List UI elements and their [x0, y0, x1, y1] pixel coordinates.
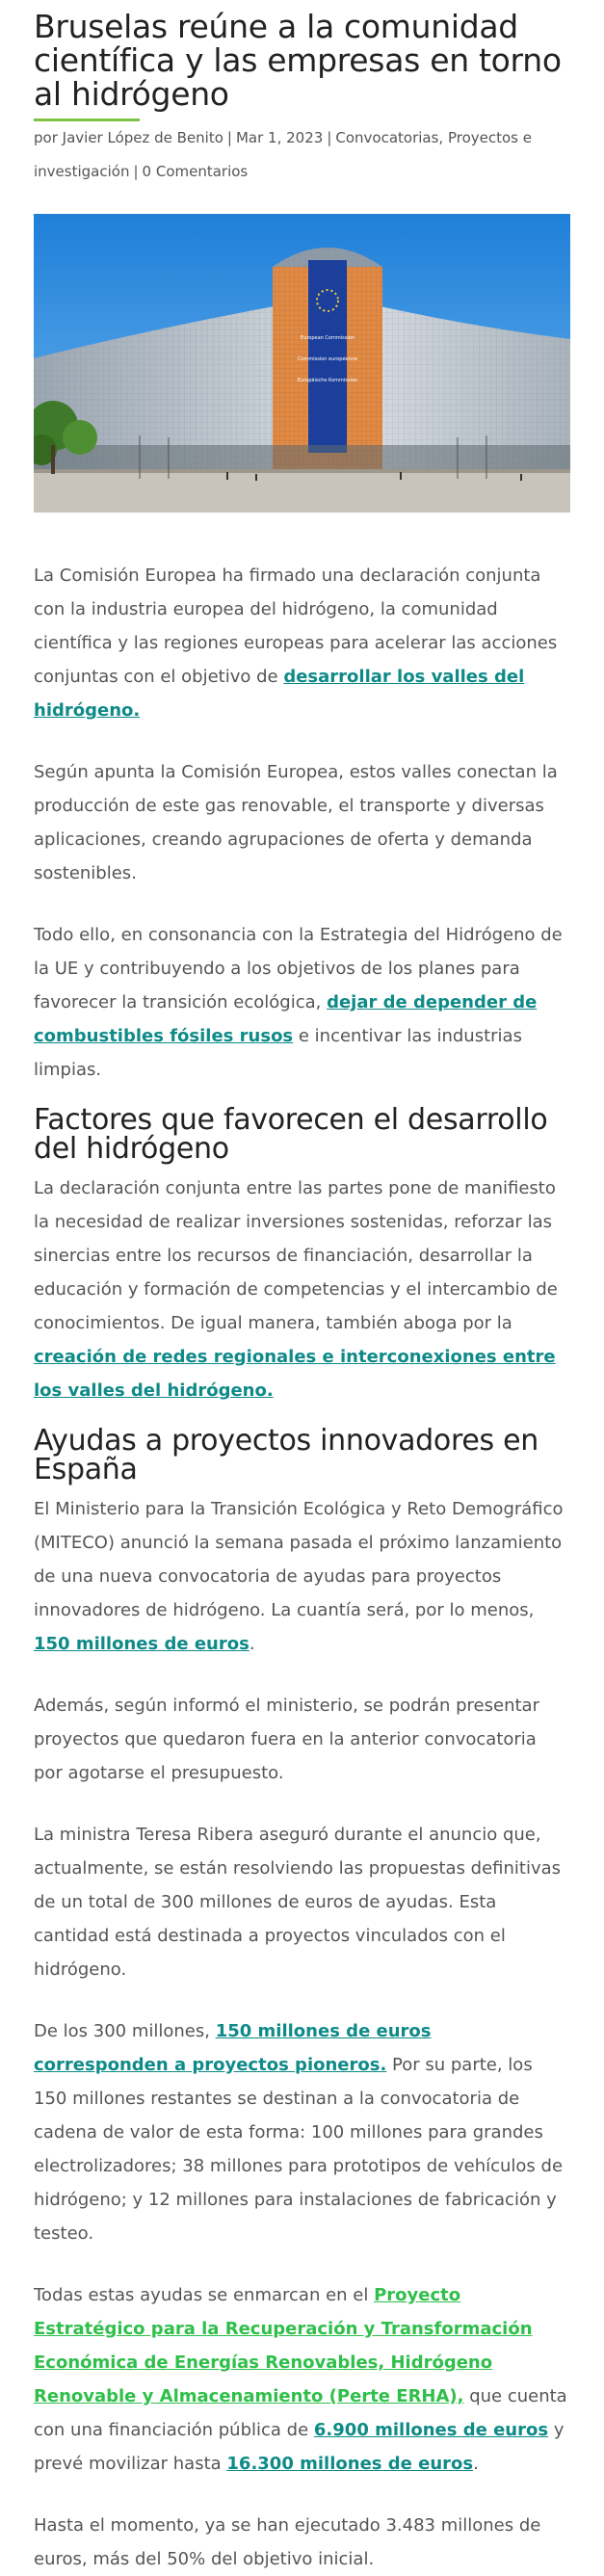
paragraph: La declaración conjunta entre las partes pone de manifiesto la necesidad de realizar inversiones sostenidas, reforzar las sinercias entre los recursos de financiación, desarrollar la educación y formación de competencias y el intercambio de conocimientos. De igual manera, también aboga por la creación de redes regionales e interconexiones entre los valles del hidrógeno. [34, 1178, 558, 1401]
movilizar-link[interactable]: 16.300 millones de euros [226, 2454, 474, 2474]
meta-prefix: por [34, 129, 58, 146]
post-date: Mar 1, 2023 [235, 129, 324, 146]
sign-line-2: Commission européenne [297, 356, 358, 362]
section-heading: Factores que favorecen el desarrollo del hidrógeno [34, 1103, 548, 1166]
section-heading: Ayudas a proyectos innovadores en España [34, 1424, 538, 1486]
post-meta: por Javier López de Benito | Mar 1, 2023 | Convocatorias, Proyectos e investigación | 0 Comentarios [34, 129, 532, 180]
paragraph: El Ministerio para la Transición Ecológica y Reto Demográfico (MITECO) anunció la semana pasada el próximo lanzamiento de una nueva convocatoria de ayudas para proyectos innovadores de hidrógeno. La cuantía será, por lo menos, 150 millones de euros. [34, 1499, 564, 1654]
paragraph: Todas estas ayudas se enmarcan en el Proyecto Estratégico para la Recuperación y Transformación Económica de Energías Renovables, Hidrógeno Renovable y Almacenamiento (Perte ERHA), que cuenta con una financiación pública de 6.900 millones de euros y prevé movilizar hasta 16.300 millones de euros. [34, 2285, 567, 2474]
paragraph: Además, según informó el ministerio, se podrán presentar proyectos que quedaron fuera en la anterior convocatoria por agotarse el presupuesto. [34, 1695, 539, 1783]
sign-line-1: European Commission [301, 335, 355, 341]
valles-hidrogeno-link[interactable]: desarrollar los valles del hidrógeno. [34, 667, 525, 721]
categories-link[interactable]: Convocatorias, Proyectos e investigación [34, 129, 532, 180]
paragraph: La ministra Teresa Ribera aseguró durante el anuncio que, actualmente, se están resolviendo las propuestas definitivas de un total de 300 millones de euros de ayudas. Esta cantidad está destinada a proyectos vinculados con el hidrógeno. [34, 1825, 562, 1980]
sign-line-3: Europäische Kommission [297, 378, 358, 383]
article-body [34, 559, 570, 2576]
comments-link[interactable]: 0 Comentarios [142, 163, 249, 180]
combustibles-rusos-link[interactable]: dejar de depender de combustibles fósiles rusos [34, 992, 538, 1046]
paragraph: Todo ello, en consonancia con la Estrategia del Hidrógeno de la UE y contribuyendo a los objetivos de los planes para favorecer la transición ecológica, dejar de depender de combustibles fósiles rusos e incentivar las industrias limpias. [34, 925, 563, 1080]
proyectos-pioneros-link[interactable]: 150 millones de euros corresponden a proyectos pioneros. [34, 2021, 432, 2075]
paragraph: Hasta el momento, ya se han ejecutado 3.483 millones de euros, más del 50% del objetivo inicial. [34, 2515, 541, 2569]
paragraph: De los 300 millones, 150 millones de euros corresponden a proyectos pioneros. Por su parte, los 150 millones restantes se destinan a la convocatoria de cadena de valor de esta forma: 100 millones para grandes electrolizadores; 38 millones para prototipos de vehículos de hidrógeno; y 12 millones para instalaciones de fabricación y testeo. [34, 2021, 564, 2244]
financiacion-link[interactable]: 6.900 millones de euros [313, 2420, 549, 2440]
paragraph: La Comisión Europea ha firmado una declaración conjunta con la industria europea del hidrógeno, la comunidad científica y las regiones europeas para acelerar las acciones conjuntas con el objetivo de desarrollar los valles del hidrógeno. [34, 565, 558, 721]
article [34, 0, 570, 2576]
article-title: Bruselas reúne a la comunidad científica y las empresas en torno al hidrógeno [34, 8, 562, 113]
perte-erha-link[interactable]: Proyecto Estratégico para la Recuperación y Transformación Económica de Energías Renovables, Hidrógeno Renovable y Almacenamiento (Perte ERHA), [34, 2285, 533, 2406]
author-link[interactable]: Javier López de Benito [62, 129, 223, 146]
hero-image [34, 214, 570, 513]
redes-regionales-link[interactable]: creación de redes regionales e interconexiones entre los valles del hidrógeno. [34, 1347, 556, 1401]
150-millones-link[interactable]: 150 millones de euros [34, 1634, 249, 1654]
paragraph: Según apunta la Comisión Europea, estos valles conectan la producción de este gas renovable, el transporte y diversas aplicaciones, creando agrupaciones de oferta y demanda sostenibles. [34, 762, 558, 883]
